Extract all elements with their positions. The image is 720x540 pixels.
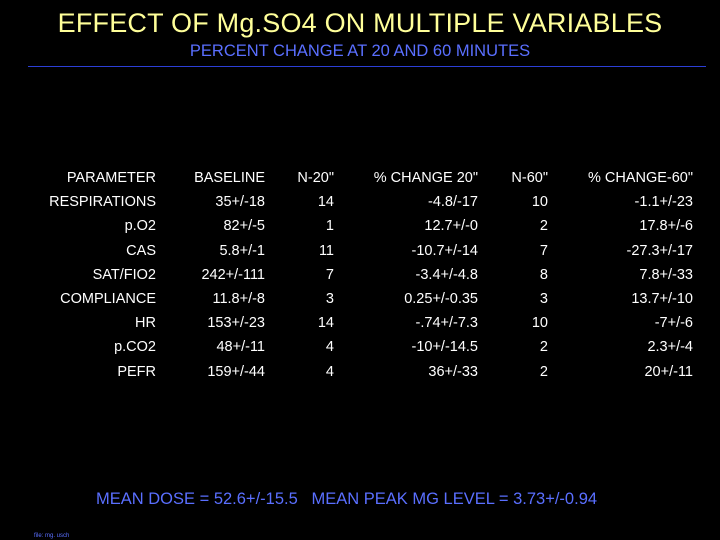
table-row — [0, 335, 693, 359]
cell-n-20: 7 — [325, 266, 334, 283]
cell-n-60: 10 — [531, 315, 548, 332]
cell-change-20: -10+/-14.5 — [411, 339, 478, 356]
cell-baseline: 242+/-111 — [201, 266, 265, 283]
cell-baseline: 5.8+/-1 — [219, 242, 265, 259]
cell-change-60: 7.8+/-33 — [639, 266, 693, 283]
header-n-60: N-60" — [511, 170, 548, 187]
file-label: file: mg. usch — [34, 533, 70, 539]
table-row — [0, 239, 693, 263]
header-change-60: % CHANGE-60" — [587, 170, 693, 187]
cell-change-60: 2.3+/-4 — [647, 339, 693, 356]
slide-subtitle: PERCENT CHANGE AT 20 AND 60 MINUTES — [189, 42, 531, 60]
mean-dose-footer: MEAN DOSE = 52.6+/-15.5 MEAN PEAK MG LEVEL = 3.73+/-0.94 — [96, 490, 598, 508]
cell-change-20: 0.25+/-0.35 — [404, 291, 478, 308]
cell-n-60: 7 — [539, 242, 548, 259]
cell-n-20: 4 — [325, 363, 334, 380]
table-row — [0, 311, 693, 335]
cell-change-20: -3.4+/-4.8 — [415, 266, 478, 283]
table-body — [0, 190, 693, 384]
cell-n-20: 4 — [325, 339, 334, 356]
cell-change-20: 12.7+/-0 — [424, 218, 478, 235]
cell-parameter: p.O2 — [124, 218, 156, 235]
table-row — [0, 190, 693, 214]
cell-baseline: 153+/-23 — [207, 315, 265, 332]
cell-baseline: 82+/-5 — [223, 218, 265, 235]
slide-title: EFFECT OF Mg.SO4 ON MULTIPLE VARIABLES — [57, 8, 663, 38]
cell-baseline: 48+/-11 — [216, 339, 265, 356]
cell-n-60: 2 — [539, 339, 548, 356]
cell-n-60: 3 — [539, 291, 548, 308]
title-divider — [28, 66, 706, 67]
cell-change-60: -7+/-6 — [654, 315, 693, 332]
header-parameter: PARAMETER — [66, 170, 156, 187]
cell-n-20: 3 — [325, 291, 334, 308]
cell-parameter: SAT/FIO2 — [92, 266, 156, 283]
table-header-row — [0, 166, 693, 190]
cell-parameter: COMPLIANCE — [60, 291, 156, 308]
cell-change-20: -4.8/-17 — [428, 194, 478, 211]
table-row — [0, 287, 693, 311]
header-change-20: % CHANGE 20" — [373, 170, 478, 187]
cell-change-20: -10.7+/-14 — [411, 242, 478, 259]
cell-change-20: -.74+/-7.3 — [415, 315, 478, 332]
cell-parameter: RESPIRATIONS — [49, 194, 156, 211]
cell-n-20: 1 — [325, 218, 334, 235]
cell-n-20: 11 — [318, 242, 334, 259]
cell-n-60: 2 — [539, 218, 548, 235]
cell-change-60: 17.8+/-6 — [639, 218, 693, 235]
cell-change-60: 13.7+/-10 — [631, 291, 693, 308]
cell-parameter: HR — [135, 315, 156, 332]
cell-n-60: 10 — [531, 194, 548, 211]
table-row — [0, 214, 693, 238]
cell-n-60: 2 — [539, 363, 548, 380]
cell-change-60: 20+/-11 — [644, 363, 693, 380]
cell-n-60: 8 — [539, 266, 548, 283]
cell-change-60: -27.3+/-17 — [626, 242, 693, 259]
table-row — [0, 360, 693, 384]
cell-parameter: CAS — [126, 242, 156, 259]
table-row — [0, 263, 693, 287]
cell-baseline: 35+/-18 — [215, 194, 265, 211]
cell-parameter: p.CO2 — [114, 339, 156, 356]
header-baseline: BASELINE — [194, 170, 265, 187]
cell-baseline: 11.8+/-8 — [212, 291, 265, 308]
cell-change-20: 36+/-33 — [428, 363, 478, 380]
cell-n-20: 14 — [317, 315, 334, 332]
cell-parameter: PEFR — [117, 363, 156, 380]
header-n-20: N-20" — [297, 170, 334, 187]
cell-change-60: -1.1+/-23 — [634, 194, 693, 211]
cell-baseline: 159+/-44 — [207, 363, 265, 380]
variables-table — [0, 166, 693, 384]
cell-n-20: 14 — [317, 194, 334, 211]
